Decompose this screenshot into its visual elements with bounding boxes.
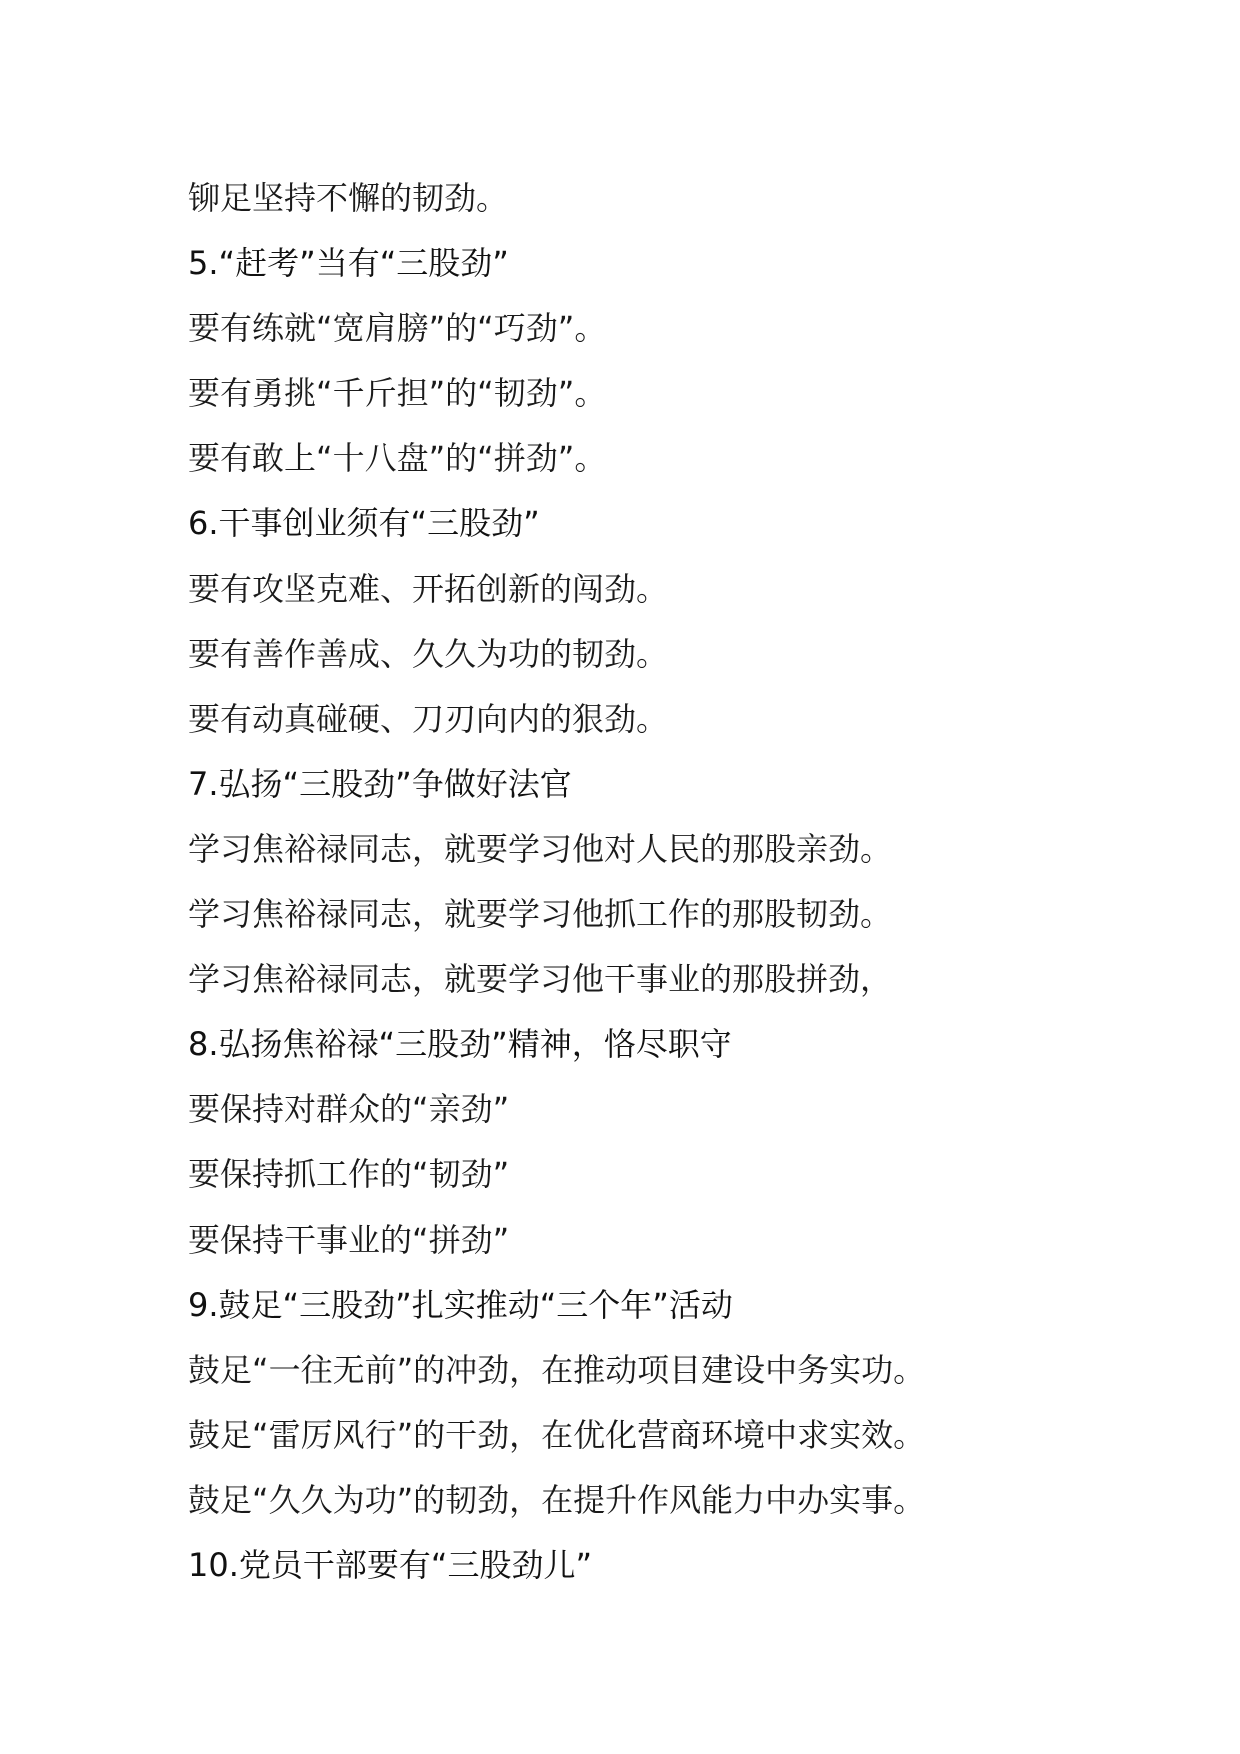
text-line: 鼓足“久久为功”的韧劲，在提升作风能力中办实事。: [188, 1480, 926, 1519]
text-line: 学习焦裕禄同志，就要学习他干事业的那股拼劲，: [188, 960, 893, 999]
text-line: 要有攻坚克难、开拓创新的闯劲。: [188, 569, 669, 608]
section-heading: 9.鼓足“三股劲”扎实推动“三个年”活动: [188, 1285, 733, 1324]
section-heading: 10.党员干部要有“三股劲儿”: [188, 1545, 593, 1584]
section-heading: 7.弘扬“三股劲”争做好法官: [188, 764, 572, 803]
text-line: 要保持对群众的“亲劲”: [188, 1090, 510, 1129]
section-heading: 5.“赶考”当有“三股劲”: [188, 244, 509, 283]
text-line: 要保持抓工作的“韧劲”: [188, 1155, 510, 1194]
text-line: 铆足坚持不懈的韧劲。: [188, 179, 509, 217]
text-line: 鼓足“雷厉风行”的干劲，在优化营商环境中求实效。: [188, 1415, 926, 1454]
text-line: 要有练就“宽肩膀”的“巧劲”。: [188, 309, 607, 348]
text-line: 要有善作善成、久久为功的韧劲。: [188, 634, 669, 673]
text-line: 鼓足“一往无前”的冲劲，在推动项目建设中务实功。: [188, 1350, 926, 1389]
text-line: 要有动真碰硬、刀刃向内的狠劲。: [188, 699, 669, 738]
text-line: 要保持干事业的“拼劲”: [188, 1220, 510, 1259]
section-heading: 6.干事创业须有“三股劲”: [188, 504, 540, 543]
text-line: 要有勇挑“千斤担”的“韧劲”。: [188, 374, 607, 413]
section-heading: 8.弘扬焦裕禄“三股劲”精神，恪尽职守: [188, 1025, 732, 1064]
text-line: 学习焦裕禄同志，就要学习他对人民的那股亲劲。: [188, 829, 893, 868]
document-body: [188, 172, 1168, 1604]
text-line: 要有敢上“十八盘”的“拼劲”。: [188, 439, 607, 478]
text-line: 学习焦裕禄同志，就要学习他抓工作的那股韧劲。: [188, 895, 893, 934]
